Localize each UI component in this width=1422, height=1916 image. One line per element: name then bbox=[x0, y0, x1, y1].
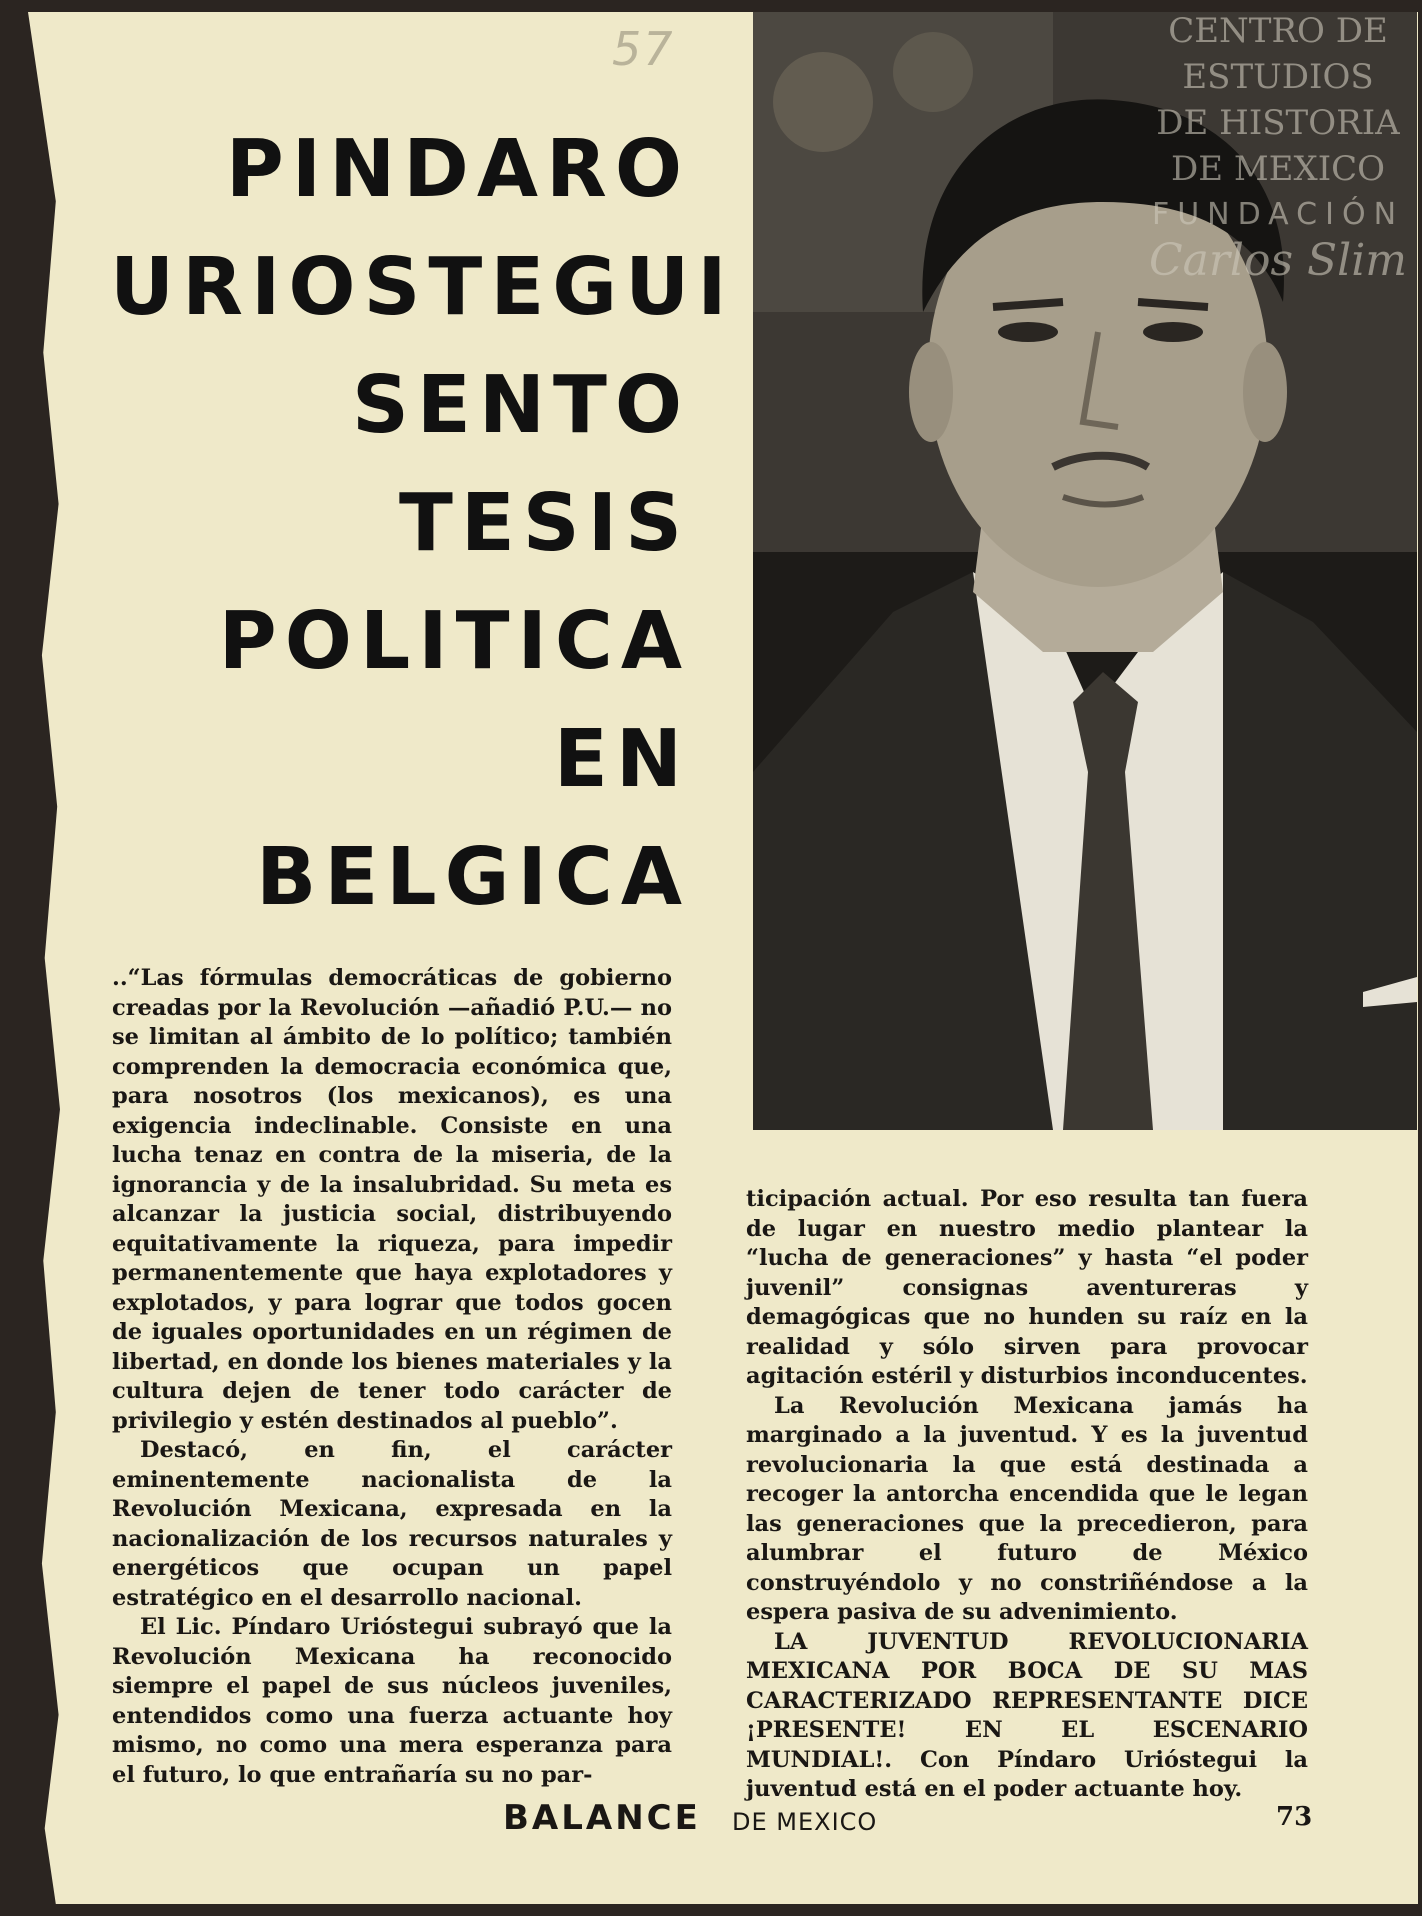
article-paragraph: Destacó, en fin, el carácter eminentemente nacionalista de la Revolución Mexicana, expresada en la nacionalización de los recursos naturales y energéticos que ocupan un papel estratégico en el desarrollo nacional. bbox=[112, 1437, 672, 1611]
page-number: 73 bbox=[1276, 1802, 1313, 1832]
watermark-line: DE HISTORIA bbox=[1156, 103, 1400, 143]
magazine-name: BALANCE bbox=[503, 1798, 701, 1838]
headline-line: POLITICA bbox=[218, 595, 690, 687]
article-paragraph: LA JUVENTUD REVOLUCIONARIA MEXICANA POR BOCA DE SU MAS CARACTERIZADO REPRESENTANTE DICE ¡PRESENTE! EN EL ESCENARIO MUNDIAL!. Con Píndaro Urióstegui la juventud está en el poder actuante hoy. bbox=[746, 1628, 1308, 1802]
watermark-line: FUNDACIÓN bbox=[1151, 197, 1405, 232]
article-column-right bbox=[746, 1185, 1308, 1805]
headline-line: URIOSTEGUI bbox=[110, 241, 735, 333]
handwritten-page-note: 57 bbox=[612, 22, 675, 76]
headline-line: TESIS bbox=[398, 477, 690, 569]
article-paragraph: El Lic. Píndaro Urióstegui subrayó que la Revolución Mexicana ha reconocido siempre el papel de sus núcleos juveniles, entendidos como una fuerza actuante hoy mismo, no como una mera esperanza para el futuro, lo que entrañaría su no par- bbox=[112, 1614, 672, 1788]
article-column-left bbox=[112, 964, 672, 1790]
archive-watermark bbox=[1138, 8, 1418, 284]
watermark-line: ESTUDIOS bbox=[1182, 57, 1374, 97]
headline-line: EN bbox=[553, 713, 690, 805]
article-paragraph: ..“Las fórmulas democráticas de gobierno creadas por la Revolución —añadió P.U.— no se limitan al ámbito de lo político; también comprenden la democracia económica que, para nosotros (los mexicanos), es una exigencia indeclinable. Consiste en una lucha tenaz en contra de la miseria, de la ignorancia y de la insalubridad. Su meta es alcanzar la justicia social, distribuyendo equitativamente la riqueza, para impedir permanentemente que haya explotadores y explotados, y para lograr que todos gocen de iguales oportunidades en un régimen de libertad, en donde los bienes materiales y la cultura dejen de tener todo carácter de privilegio y estén destinados al pueblo”. bbox=[112, 965, 672, 1434]
article-headline bbox=[110, 110, 735, 936]
headline-line: PINDARO bbox=[225, 123, 690, 215]
article-paragraph: La Revolución Mexicana jamás ha marginado a la juventud. Y es la juventud revolucionaria la que está destinada a recoger la antorcha encendida que le legan las generaciones que la precedieron, para alumbrar el futuro de México construyéndolo y no constriñéndose a la espera pasiva de su advenimiento. bbox=[746, 1392, 1308, 1625]
headline-line: SENTO bbox=[351, 359, 690, 451]
watermark-line: CENTRO DE bbox=[1168, 11, 1388, 51]
magazine-subtitle: DE MEXICO bbox=[732, 1808, 878, 1836]
watermark-line: DE MEXICO bbox=[1170, 149, 1386, 189]
watermark-signature: Carlos Slim bbox=[1148, 235, 1408, 286]
article-paragraph: ticipación actual. Por eso resulta tan fuera de lugar en nuestro medio plantear la “lucha de generaciones” y hasta “el poder juvenil” consignas aventureras y demagógicas que no hunden su raíz en la realidad y sólo sirven para provocar agitación estéril y disturbios inconducentes. bbox=[746, 1186, 1308, 1389]
headline-line: BELGICA bbox=[256, 831, 690, 923]
